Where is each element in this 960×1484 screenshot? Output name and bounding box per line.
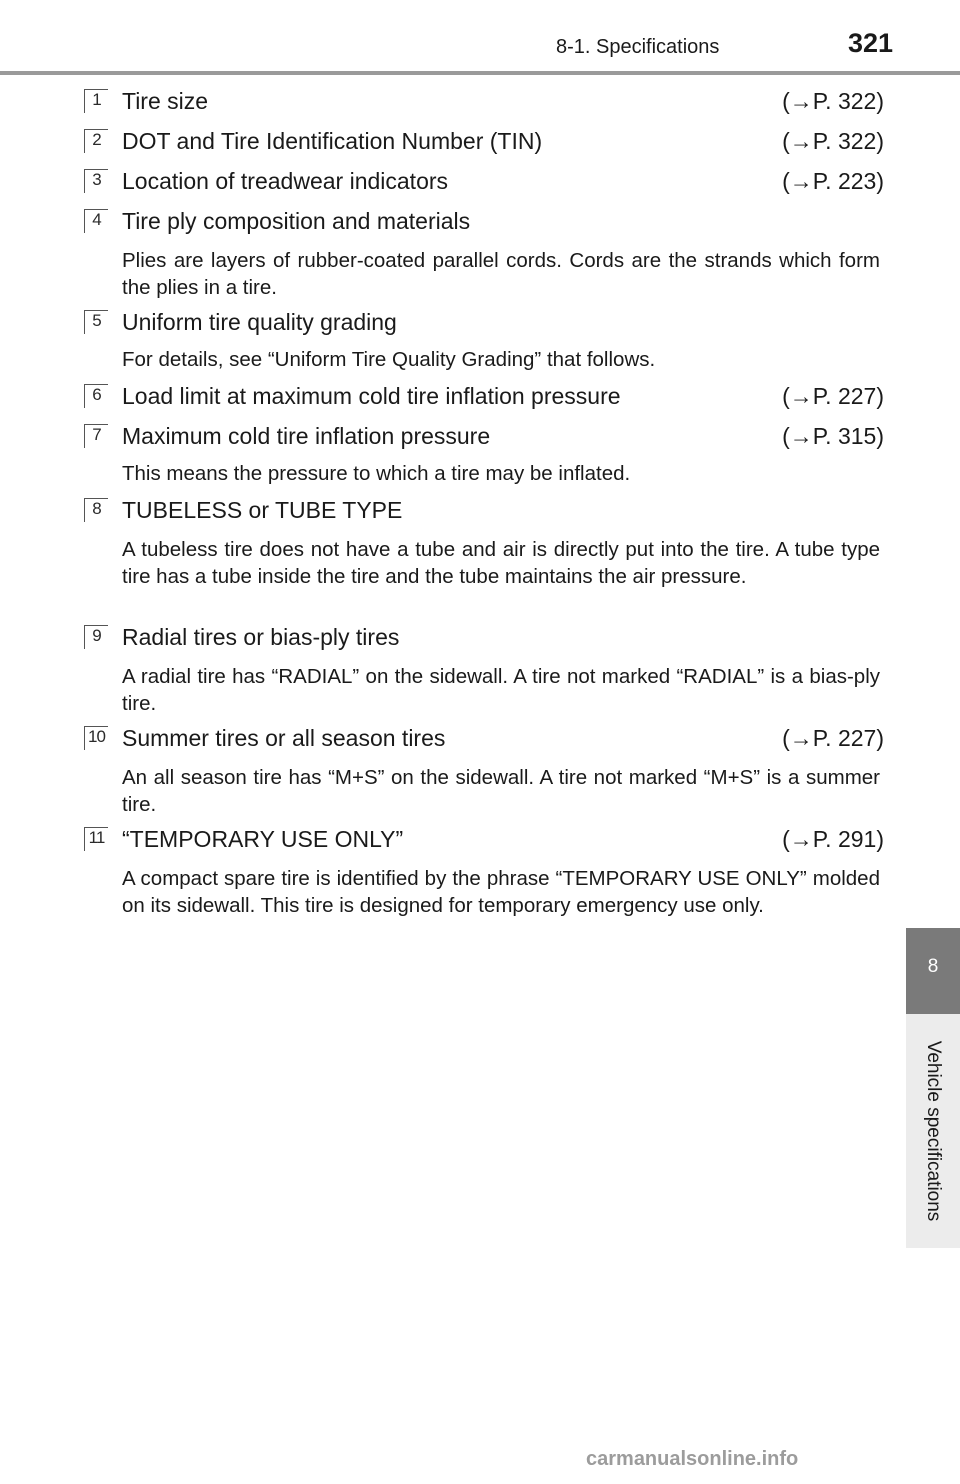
item-description: A tubeless tire does not have a tube and air is directly put into the tire. A tube type tire has a tube inside the tire and the tube maintains the air pressure. — [122, 538, 880, 588]
page-number: 321 — [848, 28, 894, 58]
item-number-badge: 7 — [84, 424, 108, 448]
page-reference: (→P. 291) — [782, 826, 884, 852]
page-reference: (→P. 223) — [782, 168, 884, 194]
section-title: 8-1. Specifications — [556, 36, 720, 58]
item-title: TUBELESS or TUBE TYPE — [122, 497, 403, 523]
item-description: Plies are layers of rubber-coated parallel cords. Cords are the strands which form the plies in a tire. — [122, 249, 880, 299]
page-reference: (→P. 315) — [782, 423, 884, 449]
item-title: Radial tires or bias-ply tires — [122, 624, 400, 650]
page-header — [0, 0, 960, 76]
item-description: A radial tire has “RADIAL” on the sidewall. A tire not marked “RADIAL” is a bias-ply tire. — [122, 665, 880, 715]
page-reference: (→P. 322) — [782, 128, 884, 154]
header-divider — [0, 71, 960, 75]
page-reference: (→P. 322) — [782, 88, 884, 114]
chapter-tab — [906, 928, 960, 1014]
item-title: Tire ply composition and materials — [122, 208, 471, 234]
chapter-tab-label-box — [906, 1014, 960, 1248]
item-number-badge: 5 — [84, 310, 108, 334]
item-description: An all season tire has “M+S” on the sidewall. A tire not marked “M+S” is a summer tire. — [122, 766, 880, 816]
item-title: Uniform tire quality grading — [122, 309, 397, 335]
item-title: Tire size — [122, 88, 209, 114]
watermark: carmanualsonline.info — [586, 1448, 799, 1470]
item-number-badge: 4 — [84, 209, 108, 233]
item-number-badge: 2 — [84, 129, 108, 153]
item-number-badge: 10 — [84, 726, 108, 750]
item-description: For details, see “Uniform Tire Quality Grading” that follows. — [122, 348, 656, 371]
item-description: A compact spare tire is identified by the phrase “TEMPORARY USE ONLY” molded on its sidewall. This tire is designed for temporary emergency use only. — [122, 867, 880, 917]
item-title: DOT and Tire Identification Number (TIN) — [122, 128, 543, 154]
item-number-badge: 1 — [84, 89, 108, 113]
chapter-label: Vehicle specifications — [923, 1040, 944, 1222]
item-title: Summer tires or all season tires — [122, 725, 446, 751]
item-number-badge: 9 — [84, 625, 108, 649]
item-number-badge: 11 — [84, 827, 108, 851]
item-title: Maximum cold tire inflation pressure — [122, 423, 491, 449]
item-number-badge: 8 — [84, 498, 108, 522]
item-number-badge: 3 — [84, 169, 108, 193]
page-reference: (→P. 227) — [782, 383, 884, 409]
item-description: This means the pressure to which a tire may be inflated. — [122, 462, 631, 485]
item-number-badge: 6 — [84, 384, 108, 408]
chapter-number: 8 — [927, 956, 939, 977]
item-title: Load limit at maximum cold tire inflation pressure — [122, 383, 621, 409]
page-reference: (→P. 227) — [782, 725, 884, 751]
item-title: “TEMPORARY USE ONLY” — [122, 826, 404, 852]
item-title: Location of treadwear indicators — [122, 168, 449, 194]
